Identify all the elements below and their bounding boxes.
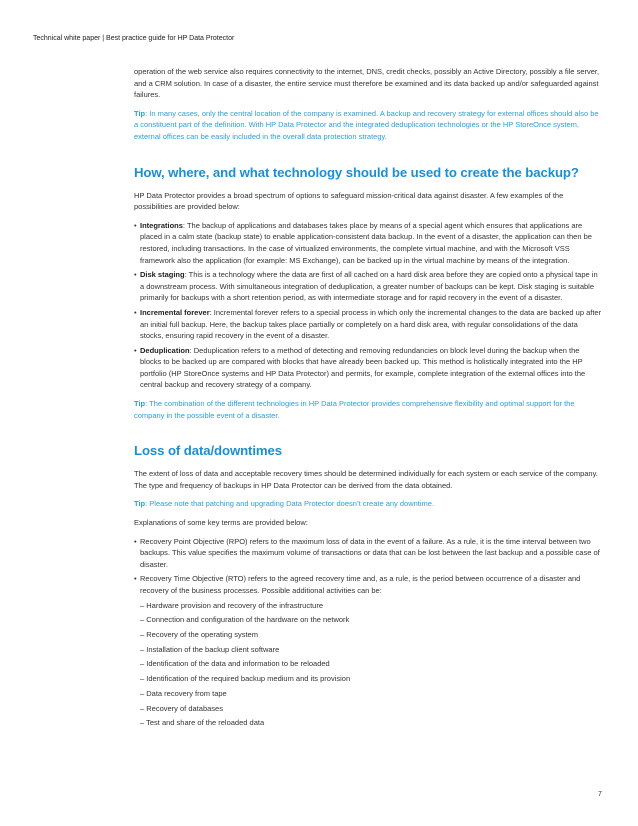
section2-paragraph: The extent of loss of data and acceptable recovery times should be determined individually for each system or each service of the company. The type and frequency of backups in HP Data Protector can be derived from the data obtained.	[134, 469, 598, 490]
list-item: – Installation of the backup client software	[140, 644, 280, 654]
list-item: – Test and share of the reloaded data	[140, 718, 265, 728]
tip-text: : Please note that patching and upgrading Data Protector doesn’t create any downtime.	[145, 499, 435, 509]
list-item	[134, 536, 602, 571]
list-item	[134, 307, 602, 342]
bullet-text: : Deduplication refers to a method of detecting and removing redundancies on block level during the backup when the blocks to be backed up are compared with blocks that have already been backed up. This method is holistically integrated into the HP portfolio (HP StoreOnce systems and HP Data Protector) and permits, for example, complete integration of the external offices into the central backup and recovery strategy of a company.	[140, 345, 586, 390]
section-heading-loss-of-data: Loss of data/downtimes	[134, 443, 283, 459]
bullet-mark: •	[134, 574, 137, 584]
intro-tip	[134, 108, 602, 143]
list-item	[134, 345, 602, 391]
bullet-term: Deduplication	[140, 345, 190, 355]
section-heading-backup-technology: How, where, and what technology should be used to create the backup?	[134, 164, 579, 180]
bullet-term: Incremental forever	[140, 307, 210, 317]
intro-paragraph: operation of the web service also requires connectivity to the internet, DNS, credit checks, possibly an Active Directory, possibly a file server, and a CRM solution. In case of a disaster, the entire service must therefore be examined and its data backed up and/or safeguarded against failures.	[134, 67, 600, 100]
list-item: – Connection and configuration of the hardware on the network	[140, 615, 350, 625]
tip-text: : The combination of the different technologies in HP Data Protector provides comprehensive flexibility and optimal support for the company in the possible event of a disaster.	[134, 399, 575, 420]
section2-tip	[134, 498, 602, 510]
bullet-text: : The backup of applications and databases takes place by means of a special agent which ensures that applications are placed in a calm state (backup state) to enable application-consistent data backup. In the event of a disaster, the application can then be restored, including transactions. In the case of virtualized environments, the complete virtual machine, and with the Microsoft VSS framework also the application (for example: MS Exchange), can be backed up in the virtual machine by means of the integration.	[140, 220, 592, 265]
tip-label: Tip	[134, 108, 146, 118]
bullet-text: : This is a technology where the data are first of all cached on a hard disk area before they are copied onto a physical tape in a downstream process. With simultaneous integration of deduplication, a greater number of backups can be kept. Disk staging is suitable primarily for backups with a short retention period, as with intermediate storage and for rapid recovery in the event of a disaster.	[140, 270, 598, 303]
tip-label: Tip	[134, 499, 146, 509]
list-item	[134, 269, 602, 304]
section1-intro: HP Data Protector provides a broad spectrum of options to safeguard mission-critical data against disaster. A few examples of the possibilities are provided below:	[134, 190, 564, 212]
list-item: – Recovery of the operating system	[140, 630, 258, 640]
bullet-text: Recovery Point Objective (RPO) refers to the maximum loss of data in the event of a failure. As a rule, it is the time interval between two backups. This value specifies the maximum volume of transactions or data that can be lost between the last backup and a possible case of disaster.	[140, 536, 600, 569]
key-terms-intro: Explanations of some key terms are provided below:	[134, 518, 308, 528]
tip-text: : In many cases, only the central location of the company is examined. A backup and recovery strategy for external offices should also be a constituent part of the definition. With HP Data Protector and the integrated deduplication technologies or the HP StoreOnce system, external offices can be easily included in the overall data protection strategy.	[134, 108, 599, 141]
page-content	[134, 66, 602, 729]
list-item: – Hardware provision and recovery of the infrastructure	[140, 600, 324, 610]
technology-bullet-list	[134, 220, 602, 391]
running-header: Technical white paper | Best practice guide for HP Data Protector	[33, 35, 235, 42]
list-item: – Identification of the required backup medium and its provision	[140, 674, 351, 684]
list-item: – Recovery of databases	[140, 703, 223, 713]
bullet-term: Integrations	[140, 220, 183, 230]
list-item: – Data recovery from tape	[140, 688, 227, 698]
bullet-text: Recovery Time Objective (RTO) refers to the agreed recovery time and, as a rule, is the period between occurrence of a disaster and recovery of the business processes. Possible additional activities can be:	[140, 574, 581, 595]
key-terms-list	[134, 536, 602, 597]
page-number: 7	[598, 791, 602, 798]
recovery-activities-list	[134, 600, 602, 729]
list-item: – Identification of the data and information to be reloaded	[140, 659, 330, 669]
bullet-mark: •	[134, 536, 137, 546]
bullet-mark: •	[134, 345, 137, 355]
list-item	[134, 220, 602, 266]
bullet-mark: •	[134, 220, 137, 230]
bullet-text: : Incremental forever refers to a special process in which only the incremental changes to the data are backed up after an initial full backup. Here, the backup takes place partially or completely on a hard disk area, with regular consolidations of the data stocks, ensuring rapid recovery in the event of a disaster.	[140, 307, 602, 341]
list-item	[134, 573, 602, 596]
bullet-term: Disk staging	[140, 270, 185, 280]
bullet-mark: •	[134, 307, 137, 317]
section1-tip	[134, 398, 602, 421]
tip-label: Tip	[134, 399, 146, 409]
bullet-mark: •	[134, 270, 137, 280]
